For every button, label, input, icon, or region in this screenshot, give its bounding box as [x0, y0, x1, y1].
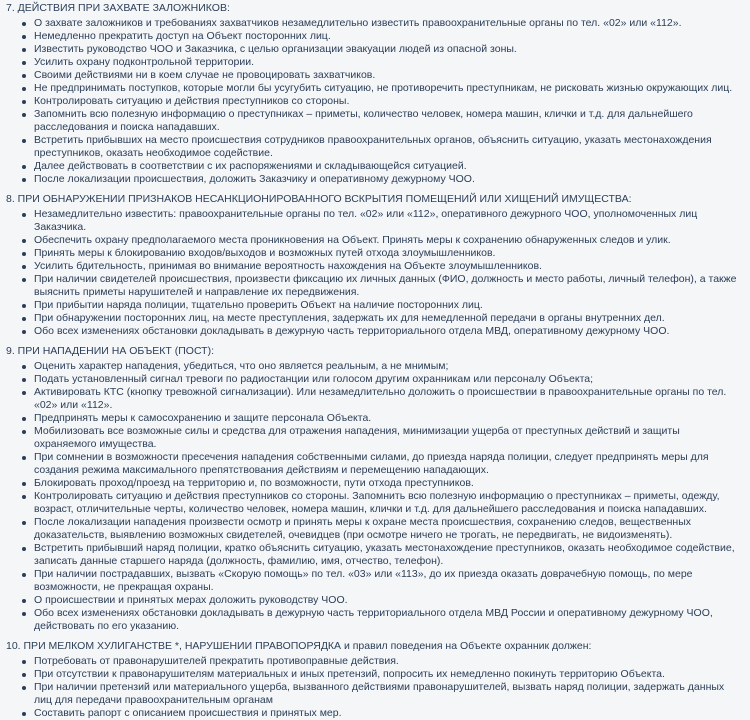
- list-item: Потребовать от правонарушителей прекратить противоправные действия.: [20, 655, 744, 668]
- section-heading: 9. ПРИ НАПАДЕНИИ НА ОБЪЕКТ (ПОСТ):: [6, 345, 215, 357]
- list-item: Усилить охрану подконтрольной территории.: [20, 56, 744, 69]
- section-heading: 8. ПРИ ОБНАРУЖЕНИИ ПРИЗНАКОВ НЕСАНКЦИОНИРОВАННОГО ВСКРЫТИЯ ПОМЕЩЕНИЙ ИЛИ ХИЩЕНИЙ ИМУЩЕСТВА:: [6, 193, 632, 205]
- list-item: При наличии претензий или материального ущерба, вызванного действиями правонарушителей, вызвать наряд полиции, задержать данных лиц для передачи правоохранительным органам: [20, 681, 744, 707]
- section-7: [4, 2, 744, 186]
- list-item: Незамедлительно известить: правоохранительные органы по тел. «02» или «112», оперативного дежурного ЧОО, уполномоченных лиц Заказчика.: [20, 208, 744, 234]
- list-item: При прибытии наряда полиции, тщательно проверить Объект на наличие посторонних лиц.: [20, 299, 744, 312]
- list-item: Обо всех изменениях обстановки докладывать в дежурную часть территориального отдела МВД России и оперативному дежурному ЧОО, действовать по его указанию.: [20, 607, 744, 633]
- item-list: [4, 360, 744, 633]
- list-item: Активировать КТС (кнопку тревожной сигнализации). Или незамедлительно доложить о происшествии в правоохранительные органы по тел. «02» или «112».: [20, 386, 744, 412]
- list-item: После локализации нападения произвести осмотр и принять меры к охране места происшествия, сохранению следов, вещественных доказательств, выявлению возможных свидетелей, очевидцев (при осмотре ничего не трогать, не передвигать, не видоизменять).: [20, 516, 744, 542]
- section-10: [4, 640, 744, 720]
- section-heading: 7. ДЕЙСТВИЯ ПРИ ЗАХВАТЕ ЗАЛОЖНИКОВ:: [6, 2, 230, 14]
- list-item: Мобилизовать все возможные силы и средства для отражения нападения, минимизации ущерба от преступных действий и защиты охраняемого имущества.: [20, 425, 744, 451]
- list-item: Обо всех изменениях обстановки докладывать в дежурную часть территориального отдела МВД, оперативному дежурному ЧОО.: [20, 325, 744, 338]
- list-item: Контролировать ситуацию и действия преступников со стороны.: [20, 95, 744, 108]
- section-heading: 10. ПРИ МЕЛКОМ ХУЛИГАНСТВЕ *, НАРУШЕНИИ ПРАВОПОРЯДКА и правил поведения на Объекте охранник должен:: [6, 640, 592, 652]
- item-list: [4, 655, 744, 720]
- list-item: При отсутствии к правонарушителям материальных и иных претензий, попросить их немедленно покинуть территорию Объекта.: [20, 668, 744, 681]
- item-list: [4, 17, 744, 186]
- list-item: Известить руководство ЧОО и Заказчика, с целью организации эвакуации людей из опасной зоны.: [20, 43, 744, 56]
- list-item: Оценить характер нападения, убедиться, что оно является реальным, а не мнимым;: [20, 360, 744, 373]
- list-item: После локализации происшествия, доложить Заказчику и оперативному дежурному ЧОО.: [20, 173, 744, 186]
- list-item: Контролировать ситуацию и действия преступников со стороны. Запомнить всю полезную информацию о преступниках – приметы, одежду, возраст, отличительные черты, количество человек, номера машин, клички и т.д. для дальнейшего расследования и поиска нападавших.: [20, 490, 744, 516]
- list-item: При наличии пострадавших, вызвать «Скорую помощь» по тел. «03» или «113», до их приезда оказать доврачебную помощь, по мере возможности, не прекращая охраны.: [20, 568, 744, 594]
- list-item: Далее действовать в соответствии с их распоряжениями и складывающейся ситуацией.: [20, 160, 744, 173]
- list-item: Обеспечить охрану предполагаемого места проникновения на Объект. Принять меры к сохранению обнаруженных следов и улик.: [20, 234, 744, 247]
- list-item: Подать установленный сигнал тревоги по радиостанции или голосом другим охранникам или персоналу Объекта;: [20, 373, 744, 386]
- list-item: О захвате заложников и требованиях захватчиков незамедлительно известить правоохранительные органы по тел. «02» или «112».: [20, 17, 744, 30]
- list-item: Блокировать проход/проезд на территорию и, по возможности, пути отхода преступников.: [20, 477, 744, 490]
- list-item: Не предпринимать поступков, которые могли бы усугубить ситуацию, не противоречить преступникам, не рисковать жизнью окружающих лиц.: [20, 82, 744, 95]
- item-list: [4, 208, 744, 338]
- list-item: Своими действиями ни в коем случае не провоцировать захватчиков.: [20, 69, 744, 82]
- list-item: Запомнить всю полезную информацию о преступниках – приметы, количество человек, номера машин, клички и т.д. для дальнейшего расследования и поиска нападавших.: [20, 108, 744, 134]
- list-item: При сомнении в возможности пресечения нападения собственными силами, до приезда наряда полиции, следует предпринять меры для создания режима максимального препятствования действиям и перемещению нападающих.: [20, 451, 744, 477]
- list-item: Усилить бдительность, принимая во внимание вероятность нахождения на Объекте злоумышленников.: [20, 260, 744, 273]
- list-item: Составить рапорт с описанием происшествия и принятых мер.: [20, 707, 744, 720]
- section-9: [4, 345, 744, 633]
- list-item: При обнаружении посторонних лиц, на месте преступления, задержать их для немедленной передачи в органы внутренних дел.: [20, 312, 744, 325]
- list-item: Принять меры к блокированию входов/выходов и возможных путей отхода злоумышленников.: [20, 247, 744, 260]
- list-item: Встретить прибывших на место происшествия сотрудников правоохранительных органов, объяснить ситуацию, указать местонахождения преступников, оказать необходимое содействие.: [20, 134, 744, 160]
- list-item: О происшествии и принятых мерах доложить руководству ЧОО.: [20, 594, 744, 607]
- list-item: При наличии свидетелей происшествия, произвести фиксацию их личных данных (ФИО, должность и место работы, личный телефон), а также выяснить приметы нарушителей и направление их передвижения.: [20, 273, 744, 299]
- list-item: Немедленно прекратить доступ на Объект посторонних лиц.: [20, 30, 744, 43]
- list-item: Предпринять меры к самосохранению и защите персонала Объекта.: [20, 412, 744, 425]
- list-item: Встретить прибывший наряд полиции, кратко объяснить ситуацию, указать местонахождение преступников, оказать необходимое содействие, записать данные старшего наряда (должность, фамилию, имя, отчество, телефон).: [20, 542, 744, 568]
- section-8: [4, 193, 744, 338]
